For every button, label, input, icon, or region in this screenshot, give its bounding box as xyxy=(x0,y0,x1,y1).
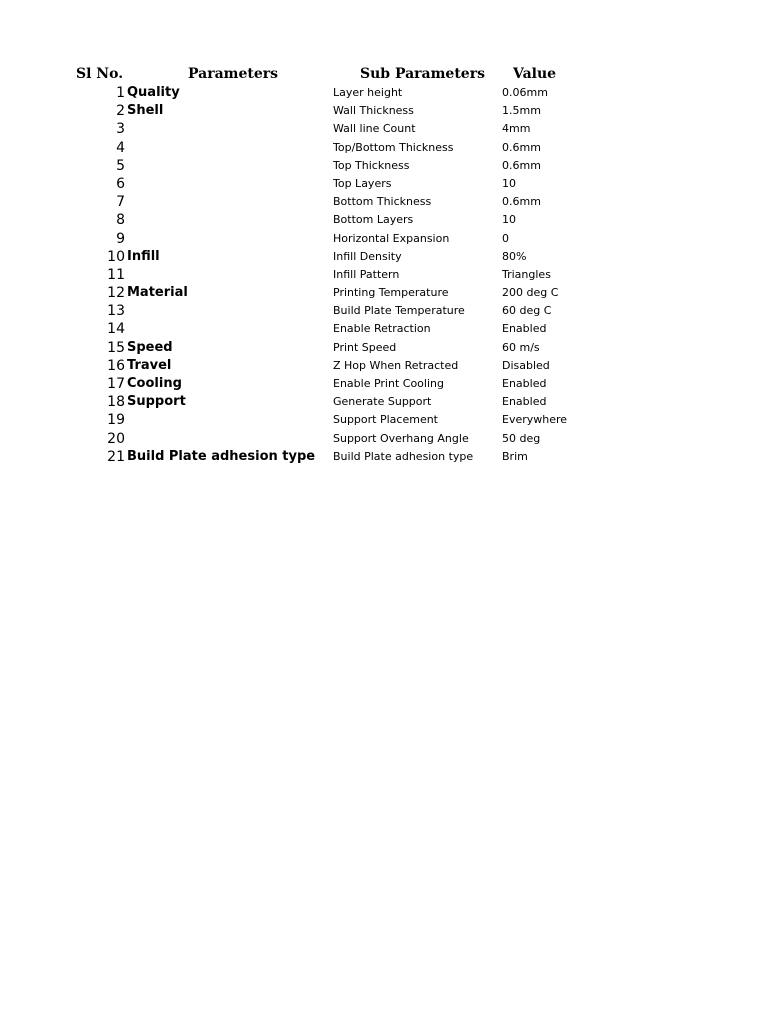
table-row xyxy=(0,375,768,393)
row-value: Disabled xyxy=(502,358,550,372)
table-row xyxy=(0,430,768,448)
row-sl-no: 11 xyxy=(107,266,125,283)
table-body xyxy=(0,84,768,466)
row-sub-parameter: Top/Bottom Thickness xyxy=(333,140,454,154)
table-row xyxy=(0,211,768,229)
row-parameter: Support xyxy=(127,394,186,410)
row-sl-no: 13 xyxy=(107,303,125,320)
row-value: 0.6mm xyxy=(502,158,541,172)
row-sl-no: 19 xyxy=(107,412,125,429)
table-row xyxy=(0,84,768,102)
row-sub-parameter: Print Speed xyxy=(333,340,397,354)
table-row xyxy=(0,357,768,375)
row-value: 1.5mm xyxy=(502,104,541,118)
row-sl-no: 12 xyxy=(107,285,125,302)
row-parameter: Cooling xyxy=(127,376,182,391)
table-row xyxy=(0,302,768,320)
row-value: Enabled xyxy=(502,322,547,336)
row-value: 60 deg C xyxy=(502,304,552,318)
header-value: Value xyxy=(513,66,557,82)
table-row xyxy=(0,448,768,466)
row-parameter: Build Plate adhesion type xyxy=(127,448,316,464)
row-value: Brim xyxy=(502,449,528,463)
row-sub-parameter: Build Plate adhesion type xyxy=(333,449,474,463)
row-sl-no: 5 xyxy=(116,157,125,174)
row-value: Enabled xyxy=(502,395,547,409)
row-sl-no: 6 xyxy=(116,175,125,192)
row-sl-no: 7 xyxy=(116,194,125,211)
row-sub-parameter: Enable Print Cooling xyxy=(333,377,444,390)
row-sl-no: 15 xyxy=(107,339,125,356)
row-parameter: Speed xyxy=(127,339,173,355)
row-sub-parameter: Z Hop When Retracted xyxy=(333,358,459,372)
row-sl-no: 18 xyxy=(107,394,125,411)
row-sub-parameter: Generate Support xyxy=(333,395,432,409)
table-row xyxy=(0,339,768,357)
table-row xyxy=(0,193,768,211)
row-sl-no: 21 xyxy=(107,448,125,465)
row-value: 60 m/s xyxy=(502,340,540,354)
table-row xyxy=(0,120,768,138)
row-value: 10 xyxy=(502,213,516,227)
row-sl-no: 1 xyxy=(116,85,125,101)
row-value: 0.6mm xyxy=(502,140,541,154)
row-sub-parameter: Support Placement xyxy=(333,413,438,427)
row-sl-no: 4 xyxy=(116,139,125,156)
table-row xyxy=(0,284,768,302)
row-sub-parameter: Horizontal Expansion xyxy=(333,231,450,245)
header-sub-parameters: Sub Parameters xyxy=(360,66,485,82)
row-sl-no: 9 xyxy=(116,230,125,247)
row-value: 50 deg xyxy=(502,431,541,445)
header-sl-no: Sl No. xyxy=(76,66,124,82)
row-value: Enabled xyxy=(502,377,547,390)
row-parameter: Infill xyxy=(127,248,160,264)
row-sub-parameter: Wall Thickness xyxy=(333,104,414,118)
row-parameter: Material xyxy=(127,285,188,301)
row-sl-no: 14 xyxy=(107,321,125,338)
row-sub-parameter: Top Layers xyxy=(333,176,392,190)
table-row xyxy=(0,248,768,266)
row-value: 0 xyxy=(502,231,509,245)
row-value: 10 xyxy=(502,176,516,190)
row-sl-no: 3 xyxy=(116,121,125,138)
row-sl-no: 20 xyxy=(107,430,125,447)
table-row xyxy=(0,139,768,157)
row-parameter: Quality xyxy=(127,85,180,100)
table-row xyxy=(0,393,768,411)
header-parameters: Parameters xyxy=(188,66,279,82)
row-value: Triangles xyxy=(502,267,551,281)
row-parameter: Travel xyxy=(127,357,172,373)
table-row xyxy=(0,102,768,120)
row-sub-parameter: Printing Temperature xyxy=(333,286,449,300)
row-sub-parameter: Support Overhang Angle xyxy=(333,431,469,445)
table-row xyxy=(0,230,768,248)
row-sl-no: 16 xyxy=(107,357,125,374)
row-sub-parameter: Enable Retraction xyxy=(333,322,431,336)
table-row xyxy=(0,411,768,429)
row-sub-parameter: Infill Pattern xyxy=(333,267,400,281)
row-value: 0.06mm xyxy=(502,86,548,99)
row-sub-parameter: Wall line Count xyxy=(333,122,416,136)
row-value: 200 deg C xyxy=(502,286,559,300)
row-sub-parameter: Layer height xyxy=(333,86,403,99)
row-sl-no: 10 xyxy=(107,248,125,265)
row-sl-no: 2 xyxy=(116,103,125,120)
row-sub-parameter: Top Thickness xyxy=(333,158,410,172)
table-row xyxy=(0,320,768,338)
row-sub-parameter: Bottom Layers xyxy=(333,213,414,227)
row-sl-no: 17 xyxy=(107,376,125,392)
row-value: 80% xyxy=(502,249,527,263)
row-sl-no: 8 xyxy=(116,212,125,229)
row-sub-parameter: Build Plate Temperature xyxy=(333,304,465,318)
row-value: Everywhere xyxy=(502,413,568,427)
row-sub-parameter: Bottom Thickness xyxy=(333,195,432,209)
row-sub-parameter: Infill Density xyxy=(333,249,402,263)
table-row xyxy=(0,175,768,193)
table-row xyxy=(0,157,768,175)
row-value: 0.6mm xyxy=(502,195,541,209)
row-parameter: Shell xyxy=(127,103,164,119)
row-value: 4mm xyxy=(502,122,531,136)
table-row xyxy=(0,266,768,284)
